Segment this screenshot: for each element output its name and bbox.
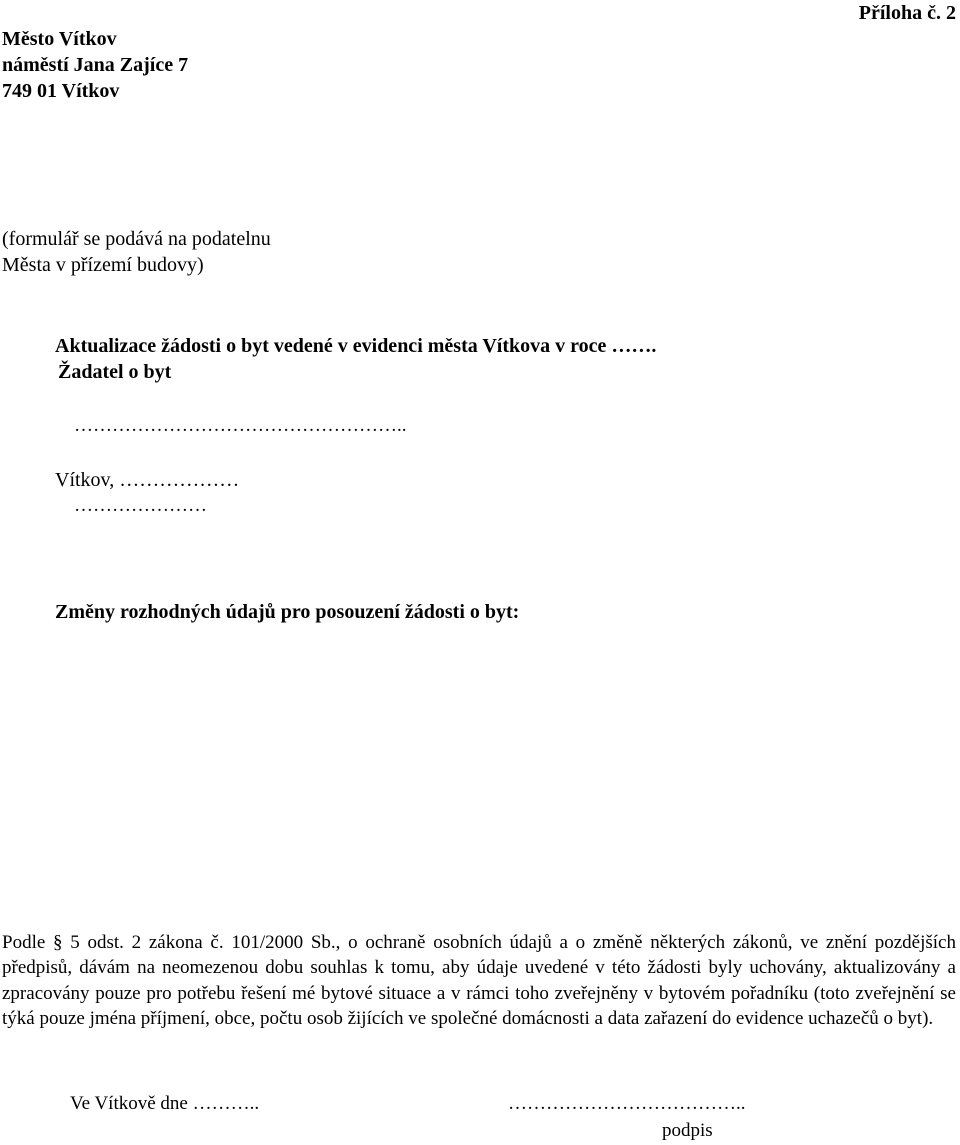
address-line-postal: 749 01 Vítkov <box>2 80 120 102</box>
changes-heading: Změny rozhodných údajů pro posouzení žádosti o byt: <box>55 601 520 623</box>
address-line-city: Město Vítkov <box>2 28 117 50</box>
submission-note-line2: Města v přízemí budovy) <box>2 254 204 276</box>
place-label: Vítkov, ……………… <box>55 469 240 491</box>
place-date-line: Ve Vítkově dne ……….. <box>70 1093 260 1114</box>
submission-note-line1: (formulář se podává na podatelnu <box>2 228 271 250</box>
applicant-label: Žadatel o byt <box>58 361 172 383</box>
signature-line: ……………………………….. <box>508 1093 746 1114</box>
consent-text: Podle § 5 odst. 2 zákona č. 101/2000 Sb., o ochraně osobních údajů a o změně některých zákonů, ve znění pozdějších předpisů, dávám na neomezenou dobu souhlas k tomu, aby údaje uvedené v této žádosti byly uchovány, aktualizovány a zpracovány pouze pro potřebu řešení mé bytové situace a v rámci toho zveřejněny v bytovém pořadníku (toto zveřejnění se týká pouze jména příjmení, obce, počtu osob žijících ve společné domácnosti a data zařazení do evidence uchazečů o byt). <box>2 932 956 1030</box>
form-title: Aktualizace žádosti o byt vedené v evidenci města Vítkova v roce ……. <box>55 335 657 357</box>
consent-paragraph <box>2 930 956 1032</box>
address-line-street: náměstí Jana Zajíce 7 <box>2 54 189 76</box>
signature-label: podpis <box>662 1120 713 1141</box>
attachment-label: Příloha č. 2 <box>858 2 956 24</box>
applicant-name-line: …………………………………………….. <box>74 415 407 436</box>
date-line: ………………… <box>74 495 207 516</box>
